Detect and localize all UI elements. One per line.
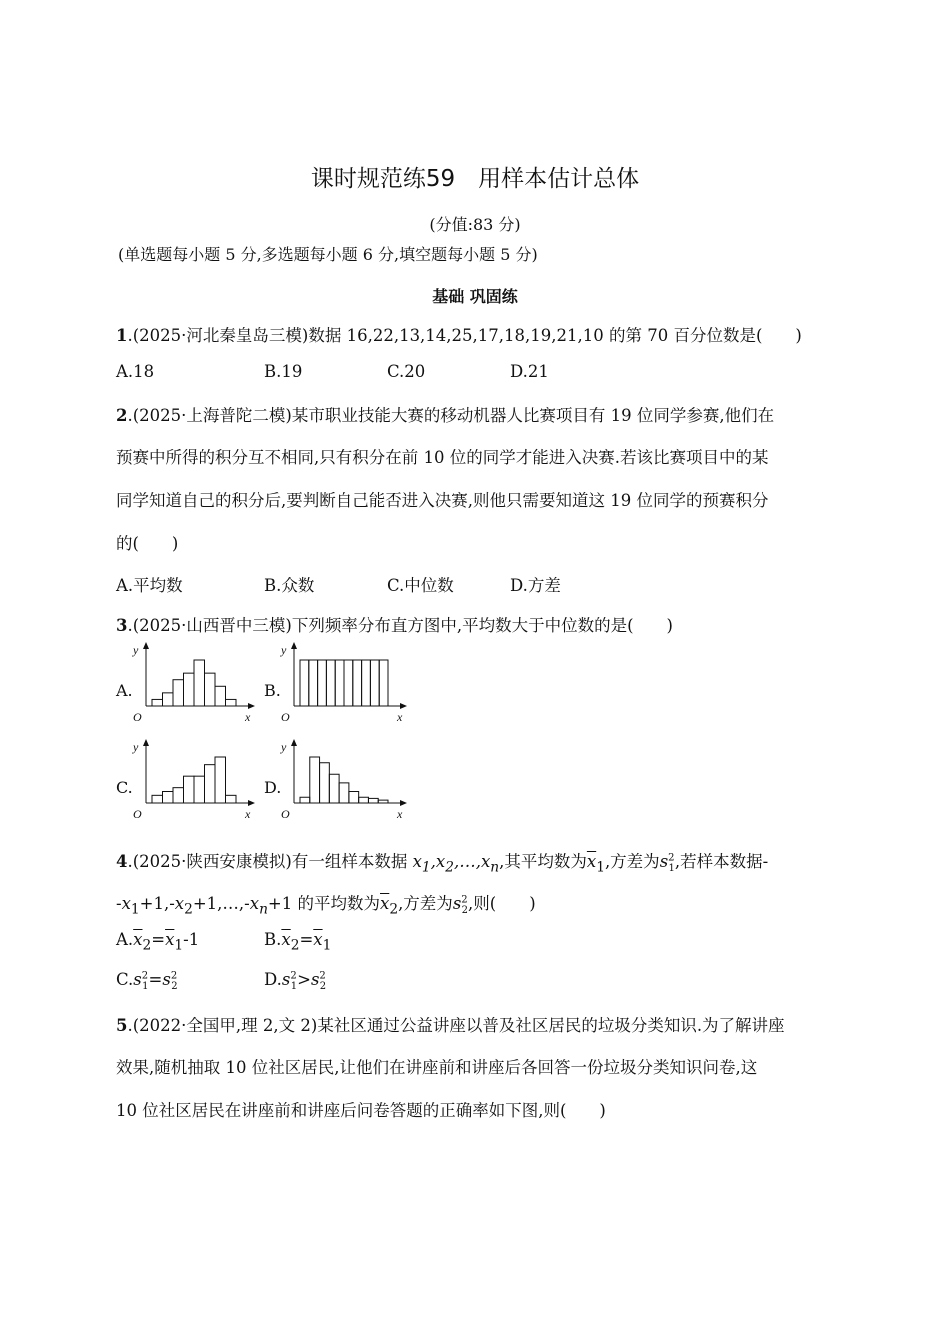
y-axis-arrow [291, 739, 297, 746]
histogram-bar [309, 660, 318, 706]
histogram-bar [300, 797, 310, 803]
question-text: ,其平均数为 [499, 852, 587, 871]
x-axis-arrow [400, 800, 407, 806]
q2-option-d[interactable]: D.方差 [510, 576, 561, 595]
x-axis-arrow [248, 800, 255, 806]
histogram-bar [152, 795, 163, 803]
q2-option-a[interactable]: A.平均数 [116, 576, 183, 595]
histogram-bar [215, 757, 226, 803]
histogram-bar [163, 693, 174, 706]
histogram-bar [368, 798, 378, 803]
question-number: 1 [116, 326, 128, 345]
x-axis-label: x [397, 807, 403, 821]
y-axis-label: y [133, 740, 139, 754]
histogram-bar [226, 699, 237, 706]
q1-option-a[interactable]: A.18 [116, 362, 155, 381]
x-axis-label: x [245, 807, 251, 821]
histogram-bar [344, 660, 353, 706]
histogram-bar [163, 792, 174, 804]
histogram-bar [184, 673, 195, 706]
question-text: 的平均数为 [297, 894, 380, 913]
math-var-1: s [659, 852, 669, 871]
y-axis-arrow [291, 642, 297, 649]
score-note: (分值:83 分) [429, 215, 521, 234]
histogram-bar [194, 776, 205, 803]
q1-option-b[interactable]: B.19 [264, 362, 303, 381]
histogram-d [278, 737, 412, 823]
histogram-bar [379, 660, 388, 706]
q4-option-b[interactable]: $B.\overline{x}_2=\overline{x}_1$ [264, 930, 332, 954]
histogram-bar [335, 660, 344, 706]
q4-option-c[interactable]: $C.s^2_1=s^2_2$ [116, 970, 178, 993]
math-var-2: s [452, 894, 462, 913]
question-number: 4 [116, 852, 128, 871]
histogram-bar [353, 660, 362, 706]
question-text: .(2025·山西晋中三模)下列频率分布直方图中,平均数大于中位数的是( ) [127, 616, 673, 635]
q3-option-c-label[interactable]: C. [116, 778, 133, 797]
question-4-line-2: $-x_1+1,-x_2+1,\dots,-x_n+1$ 的平均数为$\overline{x}_2$,方差为$s^2_2$,则( ) [116, 894, 536, 918]
histogram-bar [370, 660, 379, 706]
q3-option-d-label[interactable]: D. [264, 778, 282, 797]
y-axis-arrow [143, 739, 149, 746]
question-number: 2 [116, 406, 128, 425]
question-number: 3 [116, 616, 128, 635]
histogram-bar [362, 660, 371, 706]
origin-label: O [281, 710, 290, 724]
histogram-bar [152, 699, 163, 706]
histogram-bar [349, 792, 359, 804]
question-text-line: .(2022·全国甲,理 2,文 2)某社区通过公益讲座以普及社区居民的垃圾分类知识.为了解讲座 [127, 1016, 785, 1035]
math-sample-list: $x_1,x_2,\dots,x_n$ [412, 852, 500, 876]
histogram-c [130, 737, 260, 823]
q4-option-a[interactable]: $A.\overline{x}_2=\overline{x}_1-1$ [116, 930, 200, 954]
question-text-line: 预赛中所得的积分互不相同,只有积分在前 10 位的同学才能进入决赛.若该比赛项目中的某 [116, 448, 769, 467]
histogram-bar [173, 680, 184, 706]
math-mean-2: $\overline{x}$ [380, 894, 390, 913]
question-text: .(2025·陕西安康模拟)有一组样本数据 [127, 852, 413, 871]
histogram-bar [378, 800, 388, 803]
histogram-a [130, 640, 260, 726]
question-text: ,方差为 [604, 852, 660, 871]
histogram-bar [326, 660, 335, 706]
histogram-bar [205, 765, 216, 803]
question-1 [116, 322, 802, 346]
x-axis-arrow [248, 703, 255, 709]
origin-label: O [133, 710, 142, 724]
origin-label: O [281, 807, 290, 821]
math-transformed-list: $-x_1+1,-x_2+1,\dots,-x_n+1$ [116, 894, 298, 918]
question-5 [116, 1012, 785, 1036]
histogram-bar [205, 673, 216, 706]
question-3 [116, 612, 673, 636]
q3-option-a-label[interactable]: A. [116, 681, 133, 700]
question-text: ,若样本数据- [674, 852, 769, 871]
page-title: 课时规范练59 用样本估计总体 [310, 166, 640, 192]
question-text: .(2025·河北秦皇岛三模)数据 16,22,13,14,25,17,18,19,21,10 的第 70 百分位数是( ) [127, 326, 802, 345]
section-heading: 基础 巩固练 [432, 287, 518, 306]
question-text-line: 的( ) [116, 534, 179, 553]
question-text-line: 10 位社区居民在讲座前和讲座后问卷答题的正确率如下图,则( ) [116, 1101, 606, 1120]
histogram-bar [310, 757, 320, 803]
origin-label: O [133, 807, 142, 821]
y-axis-label: y [281, 643, 287, 657]
scoring-rule: (单选题每小题 5 分,多选题每小题 6 分,填空题每小题 5 分) [118, 245, 538, 264]
histogram-bar [173, 788, 184, 803]
question-text-line: .(2025·上海普陀二模)某市职业技能大赛的移动机器人比赛项目有 19 位同学参赛,他们在 [127, 406, 775, 425]
question-text: ,方差为 [398, 894, 453, 913]
question-4: 4.(2025·陕西安康模拟)有一组样本数据 $x_1,x_2,\dots,x_n$,其平均数为$\overline{x}_1$,方差为$s^2_1$,若样本数据- [116, 852, 769, 876]
question-text-line: 同学知道自己的积分后,要判断自己能否进入决赛,则他只需要知道这 19 位同学的预赛积分 [116, 491, 769, 510]
histogram-bar [320, 763, 330, 803]
q2-option-c[interactable]: C.中位数 [387, 576, 454, 595]
histogram-bar [300, 660, 309, 706]
question-2 [116, 402, 774, 426]
histogram-bar [359, 797, 369, 803]
histogram-bar [184, 776, 195, 803]
x-axis-label: x [397, 710, 403, 724]
x-axis-arrow [400, 703, 407, 709]
y-axis-label: y [281, 740, 287, 754]
histogram-b [278, 640, 412, 726]
y-axis-label: y [133, 643, 139, 657]
math-mean-1: $\overline{x}$ [586, 852, 597, 871]
histogram-bar [194, 660, 205, 706]
histogram-bar [226, 795, 237, 803]
question-text: ,则( ) [468, 894, 536, 913]
q1-option-c[interactable]: C.20 [387, 362, 426, 381]
y-axis-arrow [143, 642, 149, 649]
histogram-bar [215, 686, 226, 706]
histogram-bar [318, 660, 327, 706]
q1-option-d[interactable]: D.21 [510, 362, 549, 381]
q4-option-d[interactable]: $D.s^2_1>s^2_2$ [264, 970, 327, 993]
question-text-line: 效果,随机抽取 10 位社区居民,让他们在讲座前和讲座后各回答一份垃圾分类知识问卷,这 [116, 1058, 758, 1077]
q3-option-b-label[interactable]: B. [264, 681, 281, 700]
question-number: 5 [116, 1016, 128, 1035]
q2-option-b[interactable]: B.众数 [264, 576, 315, 595]
histogram-bar [329, 774, 339, 803]
x-axis-label: x [245, 710, 251, 724]
histogram-bar [339, 783, 349, 803]
